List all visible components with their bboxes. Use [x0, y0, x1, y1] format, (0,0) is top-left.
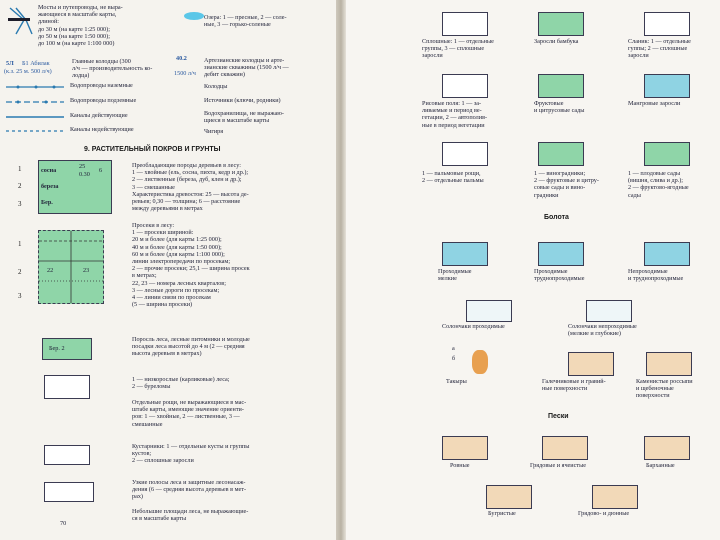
quarter-22: 22 — [47, 267, 54, 274]
relief-swatch-2 — [568, 352, 614, 376]
groves-text: Отдельные рощи, не выражающиеся в мас- штабе карты, имеющие значение ориенти- ров: 1 — хвойные, 2 — лиственные, 3 — смешанные — [132, 399, 247, 428]
well-label-c: (к.з. 25 м. 500 л/ч) — [4, 68, 52, 75]
veg-label-5: Фруктовые и цитрусовые сады — [534, 100, 585, 115]
row-number: 3 — [18, 200, 22, 208]
sand-swatch-3 — [644, 436, 690, 460]
shrubs-text: Кустарники: 1 — отдельные кусты и группы кустов; 2 — сплошные заросли — [132, 443, 250, 465]
sand-swatch-1 — [442, 436, 488, 460]
sand-swatch-2 — [542, 436, 588, 460]
stlanik-swatch — [44, 375, 90, 399]
bridge-icon — [6, 6, 40, 36]
page-number: 70 — [60, 520, 67, 527]
sand-label-1: Ровные — [450, 462, 470, 469]
quarter-23: 23 — [83, 267, 90, 274]
veg-label-2: Заросли бамбука — [534, 38, 579, 45]
sand-swatch-5 — [592, 485, 638, 509]
prosek-swatch — [38, 230, 104, 304]
springs-text: Источники (ключи, родники) — [204, 97, 281, 104]
relief-label-1: Такыры — [446, 378, 467, 385]
sand-label-4: Бугристые — [488, 510, 516, 517]
forest-swatch — [38, 160, 112, 214]
wells-text: Колодцы — [204, 83, 228, 90]
forest-height: 25 — [79, 163, 86, 170]
underground-water-text: Водопроводы подземные — [70, 97, 137, 104]
lakes-text: Озера: 1 — пресные, 2 — соле- ные, 3 — горько-соленые — [204, 14, 287, 29]
belts-text: Узкие полосы леса и защитные лесонасаж- дения (6 — средняя высота деревьев в мет- рах) — [132, 479, 247, 501]
swamp-label-4: Солончаки проходимые — [442, 323, 505, 330]
veg-swatch-9 — [644, 142, 690, 166]
veg-label-6: Мангровые заросли — [628, 100, 681, 107]
veg-swatch-6 — [644, 74, 690, 98]
veg-swatch-3 — [644, 12, 690, 36]
young-forest-label: Бер. 2 — [49, 345, 65, 352]
veg-swatch-8 — [538, 142, 584, 166]
sand-swatch-4 — [486, 485, 532, 509]
left-page — [0, 0, 336, 540]
canal-inactive-text: Каналы недействующие — [70, 126, 134, 133]
row-number: 2 — [18, 268, 22, 276]
label-b: б — [452, 355, 456, 362]
forest-label-pine: сосна — [41, 167, 57, 174]
veg-label-3: Сланик: 1 — отдельные гуппы; 2 — сплошные заросли — [628, 38, 691, 60]
forest-spacing: 6 — [99, 167, 103, 174]
well-label-b: Б1 Абилак — [22, 60, 50, 67]
swamp-swatch-1 — [442, 242, 488, 266]
veg-swatch-2 — [538, 12, 584, 36]
water-line-underground — [6, 99, 64, 105]
young-forest-text: Поросль леса, лесные питомники и молодые посадки леса высотой до 4 м (2 — средняя высота деревьев в метрах) — [132, 336, 250, 358]
swamp-swatch-4 — [466, 300, 512, 322]
well-label-a: 5Л — [6, 60, 14, 67]
ground-water-text: Водопроводы наземные — [70, 82, 133, 89]
sand-label-3: Барханные — [646, 462, 675, 469]
veg-label-1: Сплошные: 1 — отдельные группы, 3 — сплошные заросли — [422, 38, 494, 60]
book-gutter — [336, 0, 346, 540]
forest-label-birch: береза — [41, 183, 59, 190]
takyr-swatch — [472, 350, 488, 374]
swamp-swatch-3 — [644, 242, 690, 266]
bridges-text: Мосты и путепроводы, не выра- жающиеся в масштабе карты, длиной: до 30 м (на карте 1:25 000); до 50 м (на карте 1:50 000); до 100 м (на карте 1:100 000) — [38, 4, 123, 48]
swamp-swatch-5 — [586, 300, 632, 322]
artesian-text: Артезианские колодцы и арте- зианские скважины (1500 л/ч — дебит скважин) — [204, 57, 289, 79]
main-well-text: Главные колодцы (300 л/ч — производительность ко- лодца) — [72, 58, 153, 80]
swamp-label-1: Проходимые мелкие — [438, 268, 472, 283]
row-number: 2 — [18, 182, 22, 190]
veg-label-8: 1 — виноградники; 2 — фруктовые и цитру- совые сады и вино- градники — [534, 170, 599, 199]
relief-label-2: Галечниковые и гравий- ные поверхности — [542, 378, 606, 393]
sand-label-2: Грядовые и ячеистые — [530, 462, 586, 469]
swamp-swatch-2 — [538, 242, 584, 266]
swamp-label-5: Солончаки непроходимые (мелкие и глубокие) — [568, 323, 637, 338]
veg-label-4: Рисовые поля: 1 — за- ливаемые и период ве- гетации, 2 — автополив- ные в период вегетации — [422, 100, 488, 129]
veg-swatch-4 — [442, 74, 488, 98]
stlanik-text: 1 — низкорослые (карликовые) леса; 2 — буреломы — [132, 376, 230, 391]
small-areas-text: Небольшие площади леса, не выражающие- ся в масштабе карты — [132, 508, 249, 523]
row-number: 1 — [18, 165, 22, 173]
forest-label-mixed: Бер. — [41, 199, 53, 206]
veg-swatch-1 — [442, 12, 488, 36]
row-number: 1 — [18, 240, 22, 248]
shrubs-swatch — [44, 445, 90, 465]
swamp-label-3: Непроходимые и труднопроходимые — [628, 268, 684, 283]
forest-thickness: 0.30 — [79, 171, 90, 178]
relief-swatch-3 — [646, 352, 692, 376]
relief-label-3: Каменистые россыпи и щебеночные поверхности — [636, 378, 693, 400]
prosek-description: Просеки в лесу: 1 — просеки шириной: 20 м и более (для карты 1:25 000); 40 м и более (для карты 1:50 000); 60 м и более (для карты 1:100 000); линии электропередачи по просекам; 2 — прочие просеки; 25,1 — ширина просек в метрах; 22, 23 — номера лесных кварталов; 3 — лесные дороги по просекам; 4 — линии связи по просекам (5 — ширина просеки) — [132, 222, 250, 309]
veg-label-9: 1 — плодовые сады (вишня, слива и др.); 2 — фруктово-ягодные сады — [628, 170, 689, 199]
forest-description: Преобладающие породы деревьев в лесу: 1 — хвойные (ель, сосна, пихта, кедр и др.); 2 — лиственные (береза, дуб, клен и др.); 3 — смешанные Характеристика древостоя: 25 — высота де- ревьев; 0,30 — толщина; 6 — расстояние между деревьями в метрах — [132, 162, 249, 213]
belts-swatch — [44, 482, 94, 502]
veg-swatch-5 — [538, 74, 584, 98]
veg-label-7: 1 — пальмовые рощи, 2 — отдельные пальмы — [422, 170, 484, 185]
young-forest-swatch — [42, 338, 92, 360]
veg-swatch-7 — [442, 142, 488, 166]
row-number: 3 — [18, 292, 22, 300]
sand-label-5: Грядово- и дюнные — [578, 510, 630, 517]
swamp-title: Болота — [544, 214, 569, 221]
swamp-label-2: Проходимые труднопроходимые — [534, 268, 585, 283]
lake-fresh-icon — [184, 12, 204, 20]
canal-active-text: Каналы действующие — [70, 112, 128, 119]
canal-active-line — [6, 114, 64, 120]
reservoirs-text: Водохранилища, не выражаю- щиеся в масштабе карты — [204, 110, 284, 125]
artesian-label-b: 1500 л/ч — [174, 70, 196, 77]
section-title: 9. РАСТИТЕЛЬНЫЙ ПОКРОВ И ГРУНТЫ — [84, 146, 221, 153]
chigir-text: Чигиря — [204, 128, 224, 135]
sand-title: Пески — [548, 413, 569, 420]
water-line-ground — [6, 84, 64, 90]
artesian-label-a: 40.2 — [176, 55, 187, 62]
canal-inactive-line — [6, 128, 64, 134]
label-a: а — [452, 345, 455, 352]
